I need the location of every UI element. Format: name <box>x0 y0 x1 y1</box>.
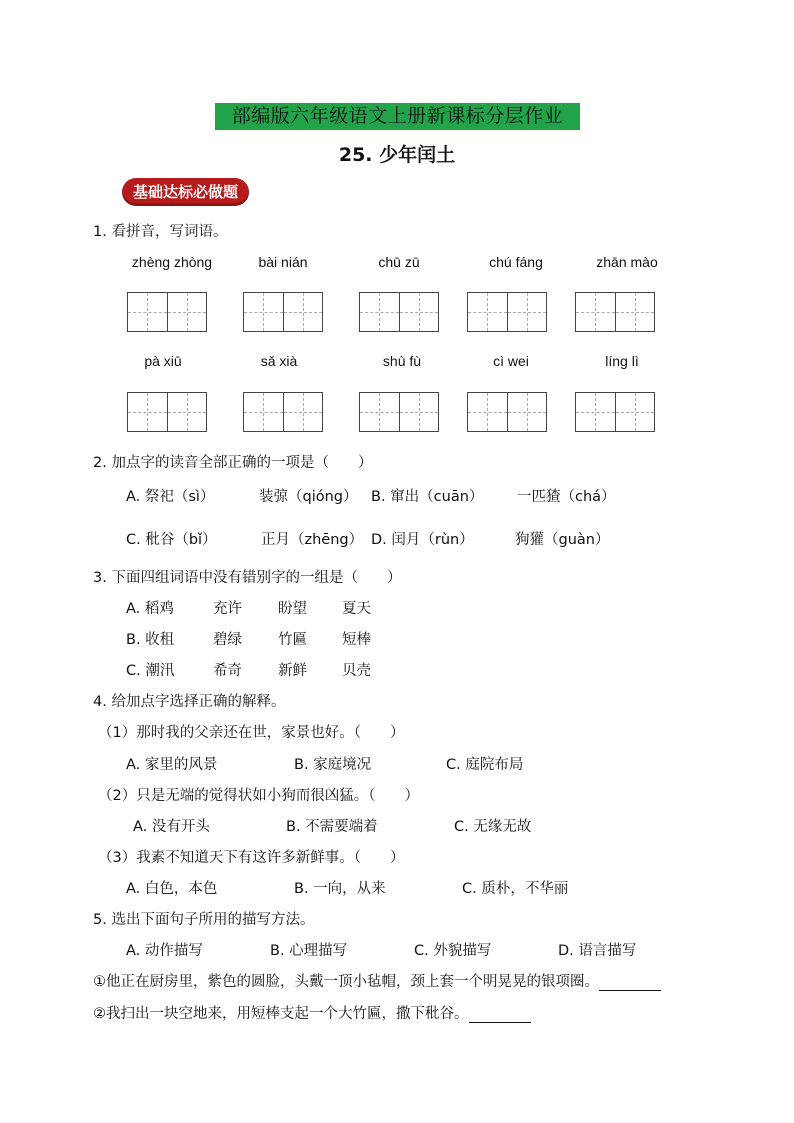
q1-pinyin: zhèng zhòng <box>131 254 213 270</box>
q4-option: C. 质朴，不华丽 <box>462 881 569 897</box>
q4-option: A. 白色，本色 <box>126 881 218 897</box>
q4-option: B. 一向，从来 <box>294 881 386 897</box>
answer-grid[interactable] <box>243 392 323 432</box>
q3-stem: 3. 下面四组词语中没有错别字的一组是（ ） <box>93 570 402 586</box>
q1-pinyin: chū zū <box>378 254 420 270</box>
q5-option: B. 心理描写 <box>270 943 348 959</box>
q5-sentence-1 <box>93 970 661 991</box>
q4-option: B. 家庭境况 <box>294 757 372 773</box>
answer-grid[interactable] <box>467 292 547 332</box>
answer-grid[interactable] <box>575 392 655 432</box>
q4-option: C. 无缘无故 <box>454 819 532 835</box>
q3-option: B. 收租 <box>126 632 175 648</box>
answer-grid[interactable] <box>359 392 439 432</box>
q3-word: 竹匾 <box>278 632 307 648</box>
q2-option: B. 窜出（cuān） <box>371 489 484 505</box>
q3-option: A. 稻鸡 <box>126 601 174 617</box>
q4-option: A. 家里的风景 <box>126 757 218 773</box>
answer-grid[interactable] <box>575 292 655 332</box>
answer-blank[interactable] <box>599 976 661 991</box>
q5-sentence-text: ②我扫出一块空地来，用短棒支起一个大竹匾，撒下秕谷。 <box>93 1006 469 1022</box>
q2-option: C. 秕谷（bǐ） <box>126 532 217 548</box>
q4-subquestion: （2）只是无端的觉得状如小狗而很凶猛。（ ） <box>98 788 419 804</box>
q3-word: 希奇 <box>213 663 242 679</box>
q4-option: C. 庭院布局 <box>446 757 524 773</box>
section-tag: 基础达标必做题 <box>122 178 249 206</box>
q5-stem: 5. 选出下面句子所用的描写方法。 <box>93 912 315 928</box>
q1-pinyin: pà xiū <box>144 353 182 369</box>
q4-subquestion: （1）那时我的父亲还在世，家景也好。（ ） <box>98 725 405 741</box>
q2-stem: 2. 加点字的读音全部正确的一项是（ ） <box>93 455 373 471</box>
q4-stem: 4. 给加点字选择正确的解释。 <box>93 694 286 710</box>
answer-grid[interactable] <box>127 392 207 432</box>
q4-option: A. 没有开头 <box>133 819 210 835</box>
q3-option: C. 潮汛 <box>126 663 175 679</box>
q5-sentence-2 <box>93 1002 531 1023</box>
answer-blank[interactable] <box>469 1008 531 1023</box>
answer-grid[interactable] <box>243 292 323 332</box>
q3-word: 碧绿 <box>213 632 242 648</box>
q1-pinyin: shù fù <box>382 353 422 369</box>
q2-option: 装弶（qióng） <box>259 489 358 505</box>
q2-option: 狗獾（guàn） <box>515 532 610 548</box>
q1-pinyin: líng lì <box>605 353 639 369</box>
q1-pinyin: chú fáng <box>489 254 543 270</box>
q3-word: 夏天 <box>342 601 371 617</box>
q2-option: D. 闰月（rùn） <box>371 532 474 548</box>
q1-pinyin: cì wei <box>493 353 529 369</box>
q1-pinyin: zhān mào <box>596 254 658 270</box>
q5-option: A. 动作描写 <box>126 943 203 959</box>
q1-stem: 1. 看拼音，写词语。 <box>93 224 228 240</box>
answer-grid[interactable] <box>467 392 547 432</box>
q2-option: 一匹猹（chá） <box>517 489 616 505</box>
q3-word: 短棒 <box>342 632 371 648</box>
q2-option: 正月（zhēng） <box>261 532 364 548</box>
q4-subquestion: （3）我素不知道天下有这许多新鲜事。（ ） <box>98 850 405 866</box>
answer-grid[interactable] <box>359 292 439 332</box>
q3-word: 贝壳 <box>342 663 371 679</box>
q4-option: B. 不需要端着 <box>286 819 378 835</box>
answer-grid[interactable] <box>127 292 207 332</box>
q5-sentence-text: ①他正在厨房里，紫色的圆脸，头戴一顶小毡帽，颈上套一个明晃晃的银项圈。 <box>93 974 599 990</box>
lesson-title: 25. 少年闰土 <box>338 144 456 166</box>
q1-pinyin: bài nián <box>258 254 308 270</box>
q3-word: 充许 <box>213 601 242 617</box>
worksheet-series-title: 部编版六年级语文上册新课标分层作业 <box>215 103 580 130</box>
q1-pinyin: sǎ xià <box>260 353 298 369</box>
q3-word: 盼望 <box>278 601 307 617</box>
q3-word: 新鲜 <box>278 663 307 679</box>
q5-option: C. 外貌描写 <box>414 943 492 959</box>
q2-option: A. 祭祀（sì） <box>126 489 215 505</box>
q5-option: D. 语言描写 <box>558 943 637 959</box>
